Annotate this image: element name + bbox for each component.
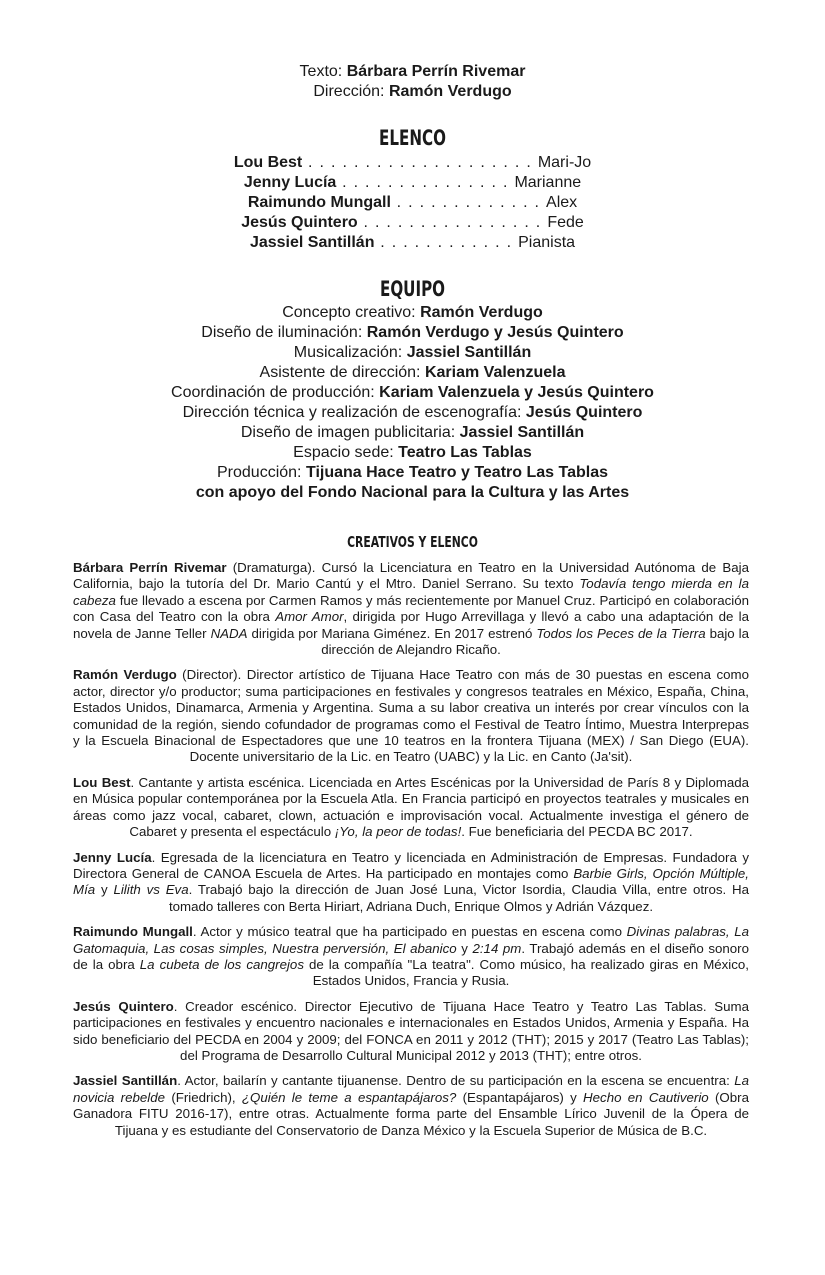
cast-leader-dots: . . . . . . . . . . . .: [374, 234, 519, 251]
cast-actor: Jenny Lucía: [243, 174, 337, 191]
bio-text: (Friedrich),: [165, 1089, 242, 1105]
bio-paragraph: [73, 775, 749, 841]
cast-actor: Raimundo Mungall: [247, 194, 391, 211]
team-role-label: Asistente de dirección:: [259, 364, 421, 381]
bio-text: (Espantapájaros) y: [456, 1089, 584, 1105]
bio-text: . Fue beneficiaria del PECDA BC 2017.: [461, 824, 693, 840]
team-member-name: Kariam Valenzuela y Jesús Quintero: [379, 384, 654, 401]
team-member-name: Jassiel Santillán: [406, 344, 532, 361]
bio-work-title: NADA: [210, 625, 248, 641]
bio-name: Bárbara Perrín Rivemar: [73, 560, 227, 575]
team-row: [0, 323, 825, 343]
team-row: [0, 343, 825, 363]
team-row: [0, 423, 825, 443]
bio-text: , dirigida por Hugo Arrevillaga y llevó a cabo una adaptación de la novela de Janne Teller: [73, 609, 749, 641]
team-list: [0, 303, 825, 503]
cast-leader-dots: . . . . . . . . . . . . . . . .: [357, 214, 548, 231]
bio-work-title: Todavía tengo mierda en la cabeza: [73, 576, 749, 608]
creativos-heading: CREATIVOS Y ELENCO: [347, 533, 478, 551]
team-role-label: Musicalización:: [293, 344, 403, 361]
texto-name: Bárbara Perrín Rivemar: [346, 63, 526, 80]
team-row: [0, 363, 825, 383]
team-role-label: Dirección técnica y realización de escenografía:: [182, 404, 522, 421]
bio-name: Raimundo Mungall: [73, 924, 193, 940]
team-row: [0, 383, 825, 403]
team-member-name: Ramón Verdugo y Jesús Quintero: [366, 324, 624, 341]
equipo-heading: EQUIPO: [379, 277, 446, 301]
bio-text: . Actor y músico teatral que ha participado en puestas en escena como: [192, 924, 627, 940]
team-member-name: Teatro Las Tablas: [398, 444, 532, 461]
bios-section: [73, 560, 749, 1148]
bio-text: . Trabajó además en el diseño sonoro de la obra: [73, 940, 750, 972]
bio-work-title: Divinas palabras, La Gatomaquia, Las cosas simples, Nuestra perversión, El abanico: [73, 924, 749, 956]
bio-text: . Trabajó bajo la dirección de Juan José Luna, Victor Isordia, Claudia Villa, entre otros. Ha tomado talleres con Berta Hiriart, Adriana Duch, Enrique Olmos y Adrián Vázquez.: [168, 882, 749, 914]
team-row: [0, 463, 825, 483]
team-row: [0, 443, 825, 463]
bio-work-title: La novicia rebelde: [73, 1073, 750, 1105]
team-member-name: Jassiel Santillán: [459, 424, 585, 441]
cast-role: Marianne: [514, 174, 582, 191]
bio-name: Ramón Verdugo: [73, 667, 177, 683]
cast-actor: Lou Best: [233, 154, 303, 171]
bio-text: . Creador escénico. Director Ejecutivo de Tijuana Hace Teatro y Teatro Las Tablas. Suma participaciones en festivales y encuentro nacionales e internacionales en Estados Unidos, Armenia y España. Ha sido beneficiario del PECDA en 2004 y 2009; del FONCA en 2011 y 2012 (THT); 2015 y 2017 (Teatro Las Tablas); del Programa de Desarrollo Cultural Municipal 2012 y 2013 (THT); entre otros.: [73, 998, 749, 1063]
cast-row: [0, 193, 825, 213]
bio-work-title: ¡Yo, la peor de todas!: [334, 824, 462, 840]
bio-text: y: [95, 882, 114, 898]
bio-name: Jesús Quintero: [73, 998, 174, 1014]
team-role-label: Espacio sede:: [293, 444, 394, 461]
team-member-name: Kariam Valenzuela: [424, 364, 566, 381]
bio-text: bajo la dirección de Alejandro Ricaño.: [321, 625, 750, 658]
bio-name: Jenny Lucía: [73, 849, 152, 865]
bio-work-title: Todos los Peces de la Tierra: [536, 625, 706, 641]
bio-name: Jassiel Santillán: [73, 1073, 178, 1089]
bio-paragraph: [73, 999, 749, 1065]
cast-leader-dots: . . . . . . . . . . . . . . . . . . . .: [302, 154, 538, 171]
bio-text: (Director). Director artístico de Tijuana Hace Teatro con más de 30 puestas en escena como actor, director y/o productor; suma participaciones en festivales y congresos teatrales en México, España, China, Estados Unidos, Dinamarca, Armenia y Argentina. Suma a su labor creativa un interés por crear vínculos con la comunidad de la región, siendo cofundador de programas como el Festival de Teatro Íntimo, Muestra Interprepas y la Escuela Binacional de Espectadores que une 10 teatros en la frontera Tijuana (MEX) / San Diego (EUA). Docente universitario de la Lic. en Teatro (UABC) y la Lic. en Canto (Ja'sit).: [73, 667, 749, 765]
bio-text: . Egresada de la licenciatura en Teatro y licenciada en Administración de Empresas. Fundadora y Directora General de CANOA Escuela de Artes. Ha participado en montajes como: [73, 849, 749, 881]
bio-text: y: [456, 940, 473, 956]
bio-work-title: Lilith vs Eva: [113, 882, 189, 898]
bio-work-title: 2:14 pm: [472, 940, 522, 956]
team-role-label: Diseño de imagen publicitaria:: [240, 424, 456, 441]
cast-role: Alex: [546, 194, 578, 211]
bio-paragraph: [73, 924, 749, 990]
bio-text: fue llevado a escena por Carmen Ramos y más recientemente por Manuel Cruz. Participó en colaboración con Casa del Teatro con la obra: [73, 592, 749, 625]
cast-actor: Jassiel Santillán: [249, 234, 375, 251]
team-member-name: con apoyo del Fondo Nacional para la Cultura y las Artes: [195, 484, 630, 501]
bio-text: . Cantante y artista escénica. Licenciada en Artes Escénicas por la Universidad de París 8 y Diplomada en Música popular contemporánea por la Escuela Atla. En Francia participó en proyectos teatrales y musicales en áreas como jazz vocal, cabaret, clown, actuación e improvisación vocal. Actualmente investiga el género de Cabaret y presenta el espectáculo: [73, 774, 750, 840]
bio-work-title: Amor Amor: [275, 609, 344, 625]
bio-text: . Actor, bailarín y cantante tijuanense. Dentro de su participación en la escena se encuentra:: [177, 1073, 735, 1089]
texto-credit: [0, 62, 825, 82]
cast-row: [0, 153, 825, 173]
bio-paragraph: [73, 667, 749, 765]
direccion-name: Ramón Verdugo: [388, 83, 512, 100]
cast-row: [0, 213, 825, 233]
bio-text: dirigida por Mariana Giménez. En 2017 estrenó: [247, 625, 537, 641]
team-role-label: Producción:: [217, 464, 302, 481]
team-member-name: Tijuana Hace Teatro y Teatro Las Tablas: [305, 464, 608, 481]
cast-row: [0, 173, 825, 193]
elenco-heading: ELENCO: [379, 126, 446, 150]
author-director-credits: [0, 62, 825, 102]
team-member-name: Jesús Quintero: [525, 404, 643, 421]
team-role-label: Concepto creativo:: [282, 304, 416, 321]
bio-text: (Obra Ganadora FITU 2016-17), entre otras. Actualmente forma parte del Ensamble Lírico Juvenil de la Ópera de Tijuana y es estudiante del Conservatorio de Danza México y la Escuela Superior de Música de B.C.: [73, 1089, 749, 1138]
team-row: [0, 303, 825, 323]
team-role-label: Coordinación de producción:: [171, 384, 375, 401]
team-row: [0, 403, 825, 423]
cast-leader-dots: . . . . . . . . . . . . .: [390, 194, 547, 211]
cast-role: Mari-Jo: [537, 154, 592, 171]
bio-paragraph: [73, 560, 749, 658]
bio-text: (Dramaturga). Cursó la Licenciatura en Teatro en la Universidad Autónoma de Baja California, bajo la tutoría del Dr. Mario Cantú y el Mtro. Daniel Serrano. Su texto: [73, 560, 749, 592]
bio-work-title: Barbie Girls, Opción Múltiple, Mía: [73, 865, 749, 898]
team-member-name: Ramón Verdugo: [420, 304, 543, 321]
cast-role: Fede: [547, 214, 584, 231]
bio-text: de la compañía "La teatra". Como músico, ha realizado giras en México, Estados Unidos, Francia y Rusia.: [303, 956, 750, 989]
cast-leader-dots: . . . . . . . . . . . . . . .: [336, 174, 515, 191]
cast-actor: Jesús Quintero: [241, 214, 358, 231]
cast-row: [0, 233, 825, 253]
cast-list: [0, 153, 825, 253]
bio-work-title: ¿Quién le teme a espantapájaros?: [241, 1089, 457, 1105]
bio-name: Lou Best: [73, 774, 131, 790]
cast-role: Pianista: [518, 234, 576, 251]
texto-label: Texto:: [299, 63, 343, 80]
direccion-label: Dirección:: [313, 83, 385, 100]
bio-work-title: La cubeta de los cangrejos: [139, 956, 304, 972]
bio-paragraph: [73, 850, 749, 916]
team-role-label: Diseño de iluminación:: [201, 324, 363, 341]
team-row: [0, 483, 825, 503]
direccion-credit: [0, 82, 825, 102]
bio-paragraph: [73, 1073, 749, 1139]
bio-work-title: Hecho en Cautiverio: [583, 1089, 709, 1105]
